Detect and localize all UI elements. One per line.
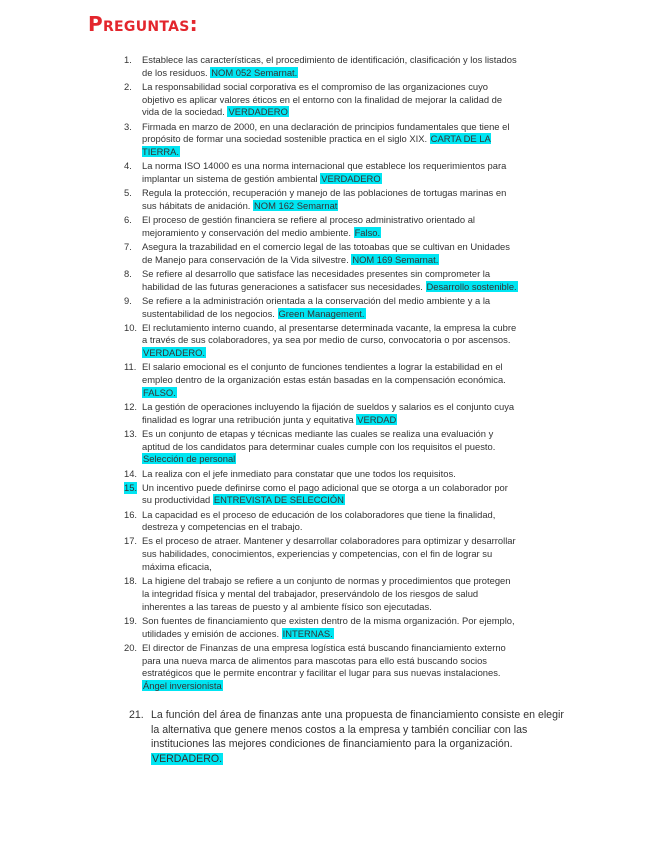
question-text: La responsabilidad social corporativa es el compromiso de las organizaciones cuyo objetivo es aplicar valores éticos en el entorno con la finalidad de mejorar la calidad de vida de la sociedad.	[142, 80, 503, 118]
answer-highlight: INTERNAS.	[282, 627, 333, 639]
question-item-14	[110, 468, 520, 481]
answer-highlight: VERDAD	[357, 413, 397, 425]
question-item-18	[110, 575, 520, 613]
question-number: 12.	[124, 400, 138, 412]
question-number: 5.	[124, 187, 132, 199]
question-item-1	[110, 54, 520, 80]
question-number: 9.	[124, 294, 132, 306]
answer-highlight: VERDADERO.	[152, 752, 223, 765]
question-text: Son fuentes de financiamiento que existen dentro de la misma organización. Por ejemplo, utilidades y emisión de acciones.	[142, 614, 515, 639]
question-item-16	[110, 509, 520, 535]
question-item-17	[110, 535, 520, 573]
answer-highlight: VERDADERO	[228, 106, 288, 118]
answer-highlight: VERDADERO	[321, 173, 381, 185]
question-text: El reclutamiento interno cuando, al presentarse determinada vacante, la empresa la cubre a través de sus colaboradores, ya sea por medio de curso, convocatoria o por ascensos.	[142, 321, 517, 346]
question-number: 15.	[124, 481, 138, 493]
question-text: Asegura la trazabilidad en el comercio legal de las totoabas que se cultivan en Unidades de Manejo para conservación de la Vida silvestre.	[142, 240, 510, 265]
question-text: El director de Finanzas de una empresa logística está buscando financiamiento externo para una nueva marca de alimentos para mascotas para ello está buscando socios estratégicos que le permite encontrar y facilitar el lugar para sus nuevas instalaciones.	[142, 641, 506, 679]
question-text: La gestión de operaciones incluyendo la fijación de sueldos y salarios es el conjunto cuya finalidad es lograr una retribución junta y equitativa	[142, 400, 515, 425]
question-item-8	[110, 268, 520, 294]
question-number: 4.	[124, 160, 132, 172]
question-text: Es un conjunto de etapas y técnicas mediante las cuales se realiza una evaluación y aptitud de los candidatos para determinar cuales cumple con los requisitos el puesto.	[142, 427, 496, 452]
answer-highlight: NOM 052 Semarnat.	[211, 66, 298, 78]
question-text: Establece las características, el procedimiento de identificación, clasificación y los listados de los residuos.	[142, 54, 517, 78]
question-text: Regula la protección, recuperación y manejo de las poblaciones de tortugas marinas en sus hábitats de anidación.	[142, 187, 507, 211]
question-number: 11.	[124, 361, 137, 373]
question-item-5	[110, 187, 520, 213]
answer-highlight: Desarrollo sostenible.	[426, 280, 517, 292]
question-number: 13.	[124, 427, 138, 439]
answer-highlight: VERDADERO.	[143, 347, 205, 359]
question-number: 17.	[124, 535, 138, 547]
answer-highlight: Green Management.	[278, 307, 365, 319]
question-item-9	[110, 295, 520, 321]
question-text: Se refiere a la administración orientada a la conservación del medio ambiente y a la sustentabilidad de los negocios.	[142, 294, 491, 319]
question-text: Es el proceso de atraer. Mantener y desarrollar colaboradores para optimizar y desarrollar sus habilidades, conocimientos, experiencias y competencias, con el fin de lograr su máxima eficacia,	[142, 535, 516, 573]
question-text: El salario emocional es el conjunto de funciones tendientes a lograr la estabilidad en el empleo dentro de la organización estas están basadas en la compensación económica.	[142, 361, 506, 386]
question-number: 20.	[124, 641, 138, 653]
answer-highlight: NOM 162 Semarnat	[254, 199, 338, 211]
question-number: 6.	[124, 214, 132, 226]
question-item-19	[110, 615, 520, 641]
page-title: Preguntas:	[88, 12, 198, 36]
question-number: 18.	[124, 575, 138, 587]
question-item-7	[110, 241, 520, 267]
question-text: Firmada en marzo de 2000, en una declaración de principios fundamentales que tiene el propósito de formar una sociedad sostenible practica en el siglo XIX.	[142, 120, 510, 145]
answer-highlight: ENTREVISTA DE SELECCIÓN	[213, 494, 344, 506]
question-item-3	[110, 121, 520, 159]
question-text: El proceso de gestión financiera se refiere al proceso administrativo orientado al mejoramiento y conservación del medio ambiente.	[142, 214, 475, 238]
question-number: 16.	[124, 508, 138, 520]
answer-highlight: Ángel inversionista	[143, 680, 222, 692]
question-number: 2.	[124, 80, 132, 92]
question-number: 1.	[124, 54, 132, 65]
question-item-12	[110, 401, 520, 427]
question-item-21	[129, 708, 571, 766]
question-number: 19.	[124, 614, 138, 626]
question-item-15	[110, 482, 520, 508]
question-number: 21.	[129, 709, 144, 721]
answer-highlight: NOM 169 Semarnat.	[352, 253, 439, 265]
question-item-6	[110, 214, 520, 240]
question-number: 3.	[124, 120, 132, 132]
question-text: La función del área de finanzas ante una propuesta de financiamiento consiste en elegir la alternativa que genere menos costos a la empresa y también conciliar con las instituciones las mejores condiciones de financiamiento para la organización.	[151, 709, 564, 751]
question-text: Un incentivo puede definirse como el pago adicional que se otorga a un colaborador por su productividad	[142, 481, 508, 506]
question-number: 8.	[124, 267, 132, 279]
question-text: La norma ISO 14000 es una norma internacional que establece los requerimientos para implantar un sistema de gestión ambiental	[142, 160, 507, 185]
question-item-20	[110, 642, 520, 693]
question-text: La realiza con el jefe inmediato para constatar que une todos los requisitos.	[142, 467, 456, 479]
question-list	[110, 54, 520, 694]
question-item-11	[110, 361, 520, 399]
answer-highlight: FALSO.	[143, 386, 176, 398]
answer-highlight: CARTA DE LA TIERRA.	[142, 133, 491, 158]
question-text: La capacidad es el proceso de educación de los colaboradores que tiene la finalidad, destreza y competencias en el trabajo.	[142, 508, 496, 533]
question-item-13	[110, 428, 520, 466]
question-text: La higiene del trabajo se refiere a un conjunto de normas y procedimientos que protegen la integridad física y mental del trabajador, preservándolo de los riesgos de salud inherentes a las tareas de puesto y al ambiente físico son ejecutadas.	[142, 575, 511, 612]
question-item-2	[110, 81, 520, 119]
question-item-10	[110, 322, 520, 360]
question-item-4	[110, 160, 520, 186]
question-number: 10.	[124, 321, 138, 333]
answer-highlight: Selección de personal	[143, 453, 236, 465]
question-text: Se refiere al desarrollo que satisface las necesidades presentes sin comprometer la habilidad de las futuras generaciones a satisfacer sus necesidades.	[142, 267, 491, 292]
question-number: 14.	[124, 467, 138, 479]
question-number: 7.	[124, 240, 132, 252]
answer-highlight: Falso.	[354, 226, 381, 238]
